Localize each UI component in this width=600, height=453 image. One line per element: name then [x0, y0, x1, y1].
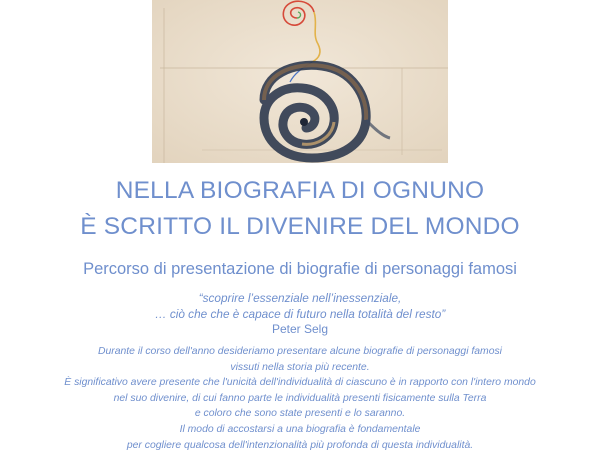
page-title-line-2: È SCRITTO IL DIVENIRE DEL MONDO [80, 213, 520, 240]
description-line: Durante il corso dell'anno desideriamo presentare alcune biografie di personaggi famosi [98, 346, 502, 357]
description-line: Il modo di accostarsi a una biografia è fondamentale [179, 423, 421, 435]
description-line: È significativo avere presente che l'unicità dell'individualità di ciascuno è in rapporto con l'intero mondo [64, 377, 536, 389]
page-title-line-1: NELLA BIOGRAFIA DI OGNUNO [115, 177, 485, 204]
quote-line-1: “scoprire l’essenziale nell’inessenziale, [198, 291, 402, 305]
description-line: e coloro che sono state presenti e lo saranno. [194, 408, 406, 420]
spiral-painting-image [152, 0, 448, 163]
description-line: vissuti nella storia più recente. [230, 361, 370, 373]
description-paragraph [0, 344, 600, 453]
description-line: nel suo divenire, di cui fanno parte le individualità presenti fisicamente sulla Terra [113, 392, 487, 404]
quote-line-2: … ciò che che è capace di futuro nella totalità del resto” [154, 307, 446, 321]
subtitle: Percorso di presentazione di biografie di personaggi famosi [83, 260, 517, 278]
quote-author: Peter Selg [271, 322, 329, 336]
description-line: per cogliere qualcosa dell'intenzionalità più profonda di questa individualità. [126, 439, 474, 451]
